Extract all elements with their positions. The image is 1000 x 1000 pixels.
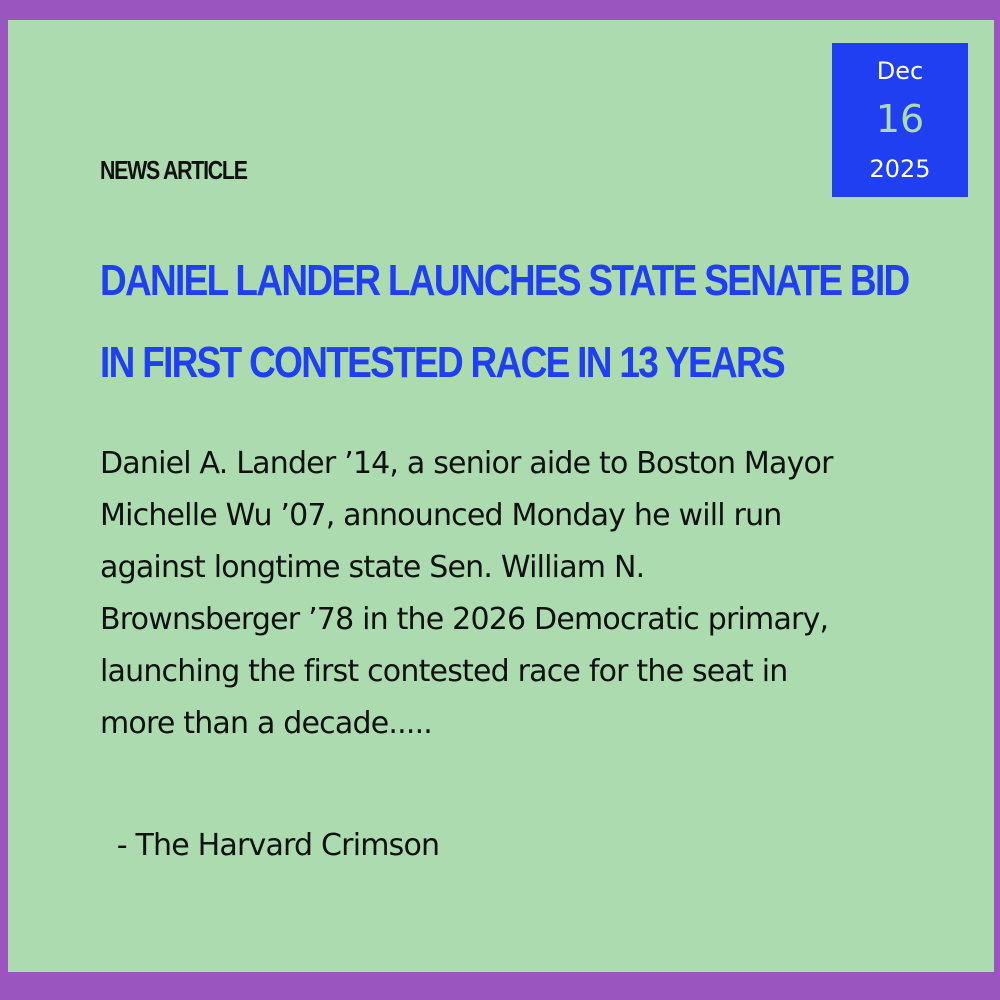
headline-line: DANIEL LANDER LAUNCHES STATE SENATE BID (100, 256, 909, 305)
date-badge (832, 43, 968, 197)
excerpt-line: launching the first contested race for the seat in (100, 654, 788, 689)
article-source: - The Harvard Crimson (108, 828, 440, 863)
article-headline (100, 240, 909, 404)
excerpt-line: more than a decade..... (100, 706, 433, 741)
date-day: 16 (875, 97, 925, 141)
article-kicker: NEWS ARTICLE (100, 155, 247, 185)
excerpt-line: against longtime state Sen. William N. (100, 550, 645, 585)
excerpt-line: Daniel A. Lander ’14, a senior aide to Boston Mayor (100, 446, 833, 481)
article-excerpt (100, 438, 930, 750)
excerpt-line: Michelle Wu ’07, announced Monday he will run (100, 498, 782, 533)
headline-line: IN FIRST CONTESTED RACE IN 13 YEARS (100, 338, 784, 387)
date-year: 2025 (869, 155, 931, 183)
excerpt-line: Brownsberger ’78 in the 2026 Democratic primary, (100, 602, 829, 637)
date-month: Dec (876, 57, 924, 85)
news-card (8, 20, 994, 972)
